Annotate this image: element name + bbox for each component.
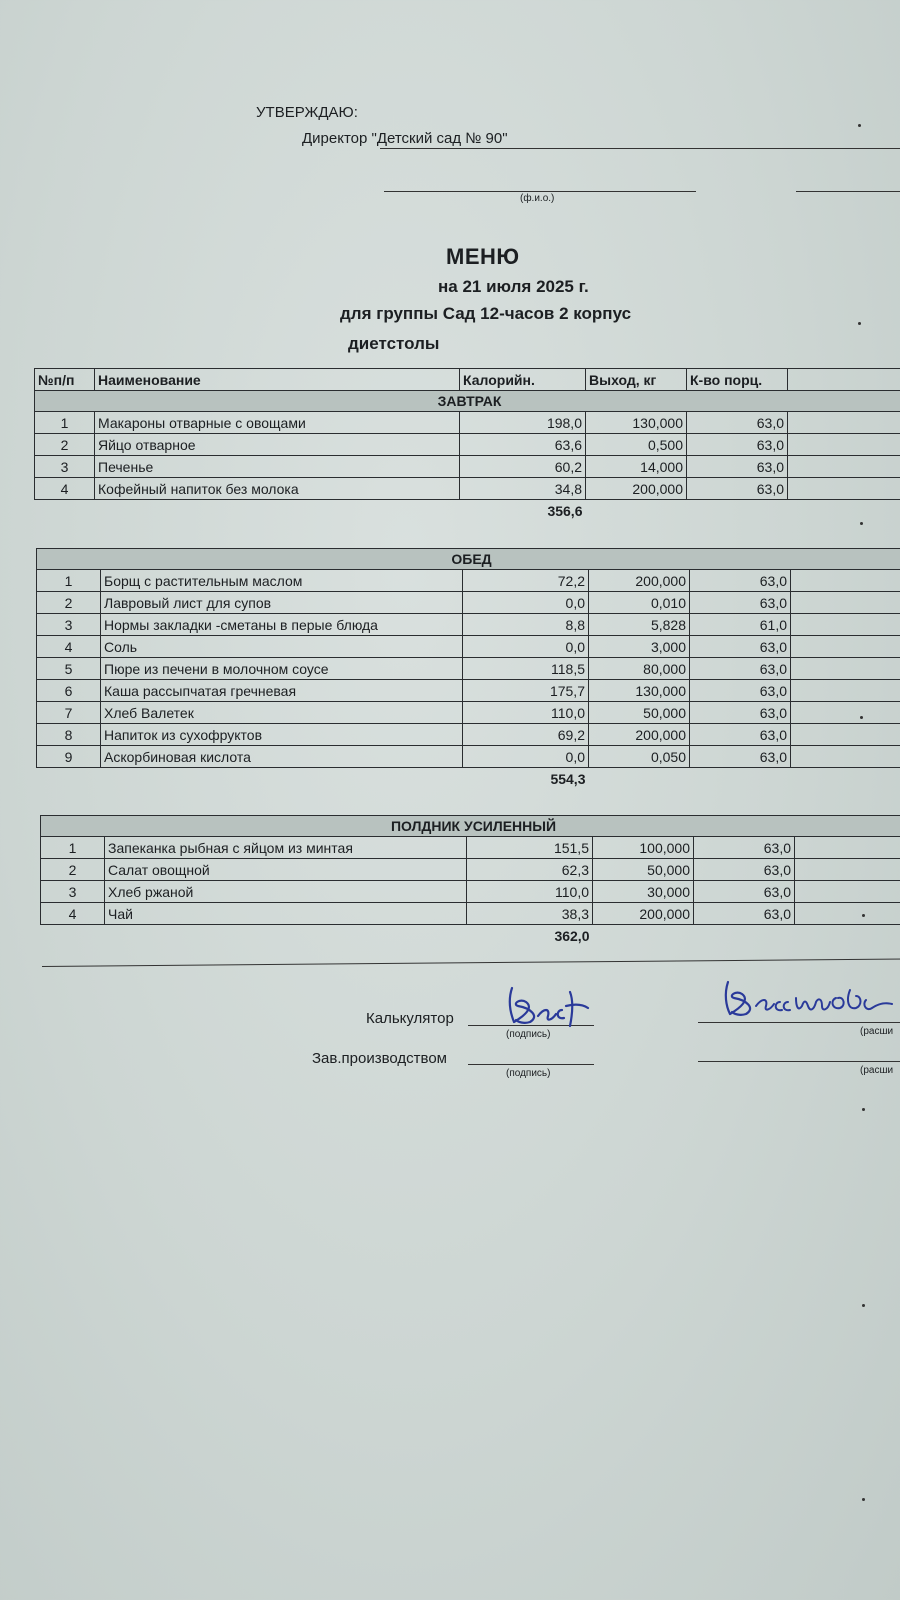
yield: 5,828 — [589, 614, 690, 636]
snack-table — [40, 815, 900, 946]
dish-name: Яйцо отварное — [95, 434, 460, 456]
calculator-label: Калькулятор — [366, 1010, 454, 1027]
yield: 200,000 — [593, 903, 694, 925]
yield: 200,000 — [586, 478, 687, 500]
calories: 8,8 — [463, 614, 589, 636]
row-number: 4 — [35, 478, 95, 500]
row-number: 2 — [35, 434, 95, 456]
total-row — [35, 500, 900, 522]
row-number: 5 — [37, 658, 101, 680]
dish-name: Кофейный напиток без молока — [95, 478, 460, 500]
col-header-portions: К-во порц. — [687, 369, 788, 391]
calories: 34,8 — [460, 478, 586, 500]
calories: 175,7 — [463, 680, 589, 702]
portions: 63,0 — [690, 746, 791, 768]
col-header-calories: Калорийн. — [460, 369, 586, 391]
dish-name: Лавровый лист для супов — [101, 592, 463, 614]
production-decode-line — [698, 1061, 900, 1062]
fio-caption: (ф.и.о.) — [520, 193, 555, 204]
table-row — [35, 434, 900, 456]
table-row — [37, 658, 900, 680]
dish-name: Салат овощной — [105, 859, 467, 881]
yield: 0,050 — [589, 746, 690, 768]
table-header-row — [35, 369, 900, 391]
row-number: 1 — [37, 570, 101, 592]
dish-name: Чай — [105, 903, 467, 925]
portions: 63,0 — [694, 859, 795, 881]
calories: 72,2 — [463, 570, 589, 592]
portions: 63,0 — [690, 636, 791, 658]
paper-speck — [860, 522, 863, 525]
dish-name: Хлеб Валетек — [101, 702, 463, 724]
yield: 30,000 — [593, 881, 694, 903]
menu-date: на 21 июля 2025 г. — [438, 277, 589, 296]
decode-caption: (расши — [860, 1026, 894, 1037]
total-row — [37, 768, 900, 790]
table-row — [37, 702, 900, 724]
portions: 63,0 — [687, 412, 788, 434]
portions: 63,0 — [690, 702, 791, 724]
table-row — [41, 859, 900, 881]
director-underline — [380, 148, 900, 149]
yield: 80,000 — [589, 658, 690, 680]
yield: 200,000 — [589, 724, 690, 746]
yield: 50,000 — [589, 702, 690, 724]
total-row — [41, 925, 900, 947]
production-head-label: Зав.производством — [312, 1050, 447, 1067]
dish-name: Соль — [101, 636, 463, 658]
breakfast-table — [34, 368, 900, 521]
calories: 0,0 — [463, 636, 589, 658]
section-title: ОБЕД — [37, 549, 900, 570]
lunch-table — [36, 548, 900, 789]
calories: 62,3 — [467, 859, 593, 881]
table-row — [41, 903, 900, 925]
section-header-snack — [41, 816, 900, 837]
decode-caption: (расши — [860, 1065, 894, 1076]
menu-diet: диетстолы — [348, 334, 440, 353]
calories: 151,5 — [467, 837, 593, 859]
paper-speck — [860, 716, 863, 719]
row-number: 4 — [37, 636, 101, 658]
portions: 63,0 — [690, 592, 791, 614]
dish-name: Аскорбиновая кислота — [101, 746, 463, 768]
table-row — [37, 746, 900, 768]
col-header-name: Наименование — [95, 369, 460, 391]
yield: 130,000 — [589, 680, 690, 702]
dish-name: Борщ с растительным маслом — [101, 570, 463, 592]
director-line-text: Директор "Детский сад № 90" — [302, 130, 508, 147]
signature-caption: (подпись) — [506, 1029, 551, 1040]
paper-speck — [862, 914, 865, 917]
portions: 63,0 — [687, 434, 788, 456]
yield: 14,000 — [586, 456, 687, 478]
portions: 63,0 — [694, 881, 795, 903]
calories: 38,3 — [467, 903, 593, 925]
table-row — [37, 680, 900, 702]
calories-total: 362,0 — [554, 927, 590, 944]
menu-group: для группы Сад 12-часов 2 корпус — [340, 304, 632, 323]
calories: 110,0 — [463, 702, 589, 724]
signature-caption: (подпись) — [506, 1068, 551, 1079]
calculator-decode-line — [698, 1022, 900, 1023]
dish-name: Печенье — [95, 456, 460, 478]
paper-speck — [862, 1108, 865, 1111]
table-row — [37, 592, 900, 614]
dish-name: Хлеб ржаной — [105, 881, 467, 903]
row-number: 3 — [35, 456, 95, 478]
calories: 110,0 — [467, 881, 593, 903]
table-row — [37, 570, 900, 592]
row-number: 2 — [41, 859, 105, 881]
table-row — [37, 636, 900, 658]
table-row — [37, 614, 900, 636]
calories: 60,2 — [460, 456, 586, 478]
row-number: 6 — [37, 680, 101, 702]
dish-name: Запеканка рыбная с яйцом из минтая — [105, 837, 467, 859]
fio-underline — [384, 191, 696, 192]
page-title: МЕНЮ — [446, 244, 520, 269]
row-number: 4 — [41, 903, 105, 925]
section-header-lunch — [37, 549, 900, 570]
portions: 63,0 — [694, 837, 795, 859]
paper-speck — [862, 1498, 865, 1501]
yield: 0,010 — [589, 592, 690, 614]
section-header-breakfast — [35, 391, 900, 412]
paper-speck — [858, 322, 861, 325]
dish-name: Макароны отварные с овощами — [95, 412, 460, 434]
paper-speck — [858, 124, 861, 127]
calculator-signature — [500, 982, 600, 1028]
dish-name: Пюре из печени в молочном соусе — [101, 658, 463, 680]
calories-total: 554,3 — [550, 770, 586, 787]
dish-name: Напиток из сухофруктов — [101, 724, 463, 746]
row-number: 7 — [37, 702, 101, 724]
calories: 63,6 — [460, 434, 586, 456]
row-number: 3 — [37, 614, 101, 636]
dish-name: Каша рассыпчатая гречневая — [101, 680, 463, 702]
row-number: 3 — [41, 881, 105, 903]
portions: 63,0 — [690, 570, 791, 592]
date-underline — [796, 191, 900, 192]
row-number: 9 — [37, 746, 101, 768]
portions: 63,0 — [687, 478, 788, 500]
portions: 63,0 — [690, 724, 791, 746]
portions: 61,0 — [690, 614, 791, 636]
calories: 118,5 — [463, 658, 589, 680]
yield: 130,000 — [586, 412, 687, 434]
table-row — [41, 837, 900, 859]
calories: 0,0 — [463, 592, 589, 614]
paper-speck — [862, 1304, 865, 1307]
yield: 100,000 — [593, 837, 694, 859]
row-number: 1 — [41, 837, 105, 859]
portions: 63,0 — [687, 456, 788, 478]
table-row — [35, 456, 900, 478]
production-signature-line — [468, 1064, 594, 1065]
col-header-yield: Выход, кг — [586, 369, 687, 391]
calories-total: 356,6 — [547, 502, 583, 519]
row-number: 1 — [35, 412, 95, 434]
table-row — [35, 478, 900, 500]
calories: 69,2 — [463, 724, 589, 746]
dish-name: Нормы закладки -сметаны в перые блюда — [101, 614, 463, 636]
portions: 63,0 — [690, 680, 791, 702]
row-number: 8 — [37, 724, 101, 746]
calories: 0,0 — [463, 746, 589, 768]
table-row — [35, 412, 900, 434]
col-header-number: №п/п — [35, 369, 95, 391]
footer-divider — [42, 958, 900, 967]
yield: 0,500 — [586, 434, 687, 456]
approval-label: УТВЕРЖДАЮ: — [256, 104, 358, 121]
yield: 3,000 — [589, 636, 690, 658]
portions: 63,0 — [690, 658, 791, 680]
calories: 198,0 — [460, 412, 586, 434]
section-title: ПОЛДНИК УСИЛЕННЫЙ — [41, 816, 900, 837]
yield: 50,000 — [593, 859, 694, 881]
table-row — [37, 724, 900, 746]
calculator-decoded-signature — [722, 976, 900, 1022]
portions: 63,0 — [694, 903, 795, 925]
yield: 200,000 — [589, 570, 690, 592]
table-row — [41, 881, 900, 903]
row-number: 2 — [37, 592, 101, 614]
section-title: ЗАВТРАК — [35, 391, 900, 412]
